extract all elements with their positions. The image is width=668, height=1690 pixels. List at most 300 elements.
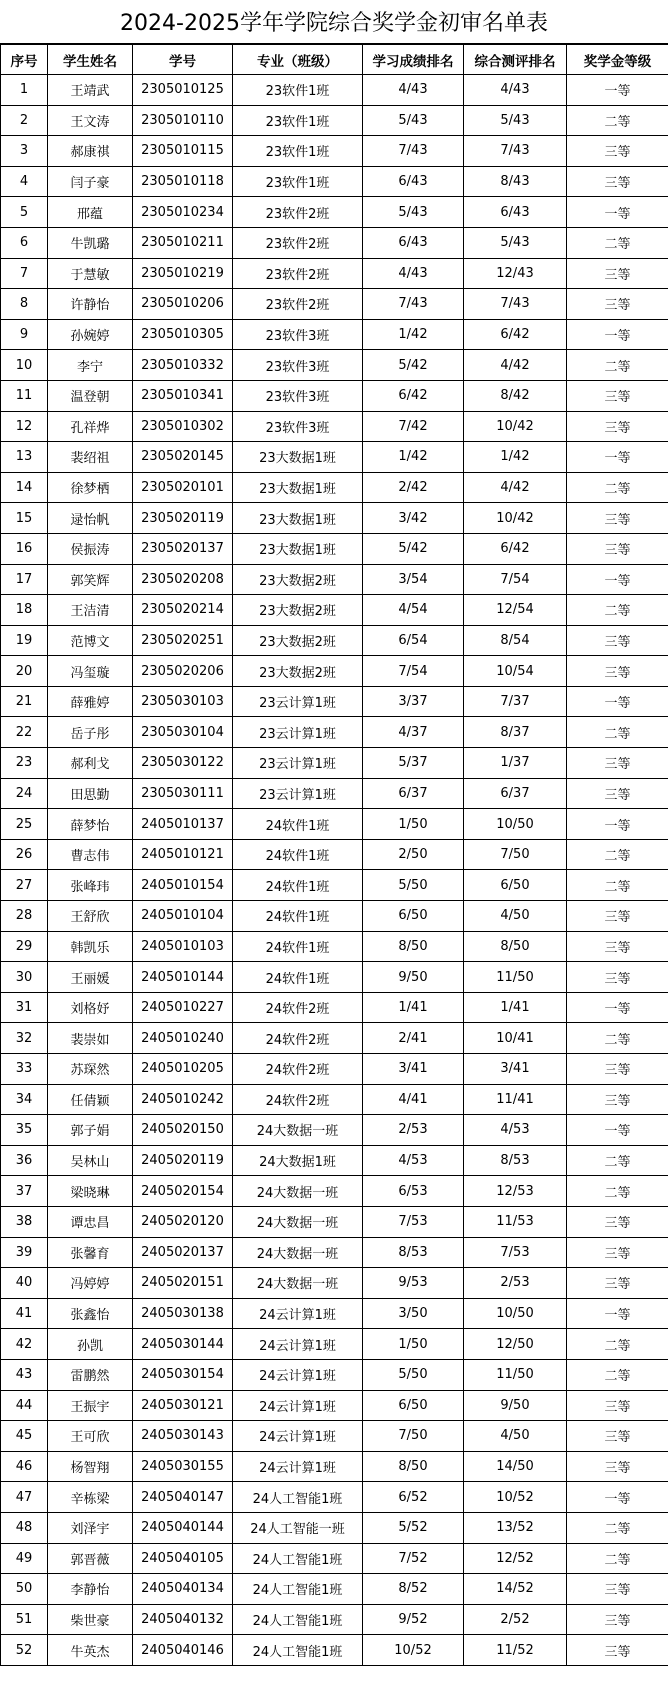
- cell-student-name: 曹志伟: [48, 839, 133, 870]
- table-row: [1, 503, 668, 534]
- cell-index: 43: [1, 1359, 48, 1390]
- cell-scholarship-level: 三等: [567, 901, 668, 932]
- cell-student-id: 2305010125: [133, 75, 233, 106]
- cell-index: 23: [1, 748, 48, 779]
- cell-student-name: 杨智翔: [48, 1451, 133, 1482]
- cell-scholarship-level: 二等: [567, 350, 668, 381]
- cell-evaluation-rank: 11/41: [464, 1084, 567, 1115]
- cell-student-name: 牛英杰: [48, 1635, 133, 1666]
- cell-student-id: 2305010219: [133, 258, 233, 289]
- cell-student-name: 徐梦栖: [48, 472, 133, 503]
- table-row: [1, 931, 668, 962]
- cell-scholarship-level: 一等: [567, 992, 668, 1023]
- cell-academic-rank: 6/37: [363, 778, 464, 809]
- cell-academic-rank: 6/52: [363, 1482, 464, 1513]
- cell-major-class: 24云计算1班: [233, 1298, 363, 1329]
- cell-index: 21: [1, 686, 48, 717]
- cell-major-class: 24人工智能1班: [233, 1574, 363, 1605]
- cell-major-class: 24软件2班: [233, 1084, 363, 1115]
- cell-scholarship-level: 三等: [567, 411, 668, 442]
- cell-student-id: 2305010206: [133, 289, 233, 320]
- cell-index: 31: [1, 992, 48, 1023]
- cell-index: 6: [1, 227, 48, 258]
- cell-scholarship-level: 三等: [567, 1084, 668, 1115]
- cell-scholarship-level: 二等: [567, 105, 668, 136]
- cell-student-name: 王洁清: [48, 595, 133, 626]
- header-scholarship-level: 奖学金等级: [567, 45, 668, 75]
- cell-index: 52: [1, 1635, 48, 1666]
- table-row: [1, 1543, 668, 1574]
- table-row: [1, 1206, 668, 1237]
- cell-student-id: 2405020120: [133, 1206, 233, 1237]
- cell-student-id: 2405020150: [133, 1115, 233, 1146]
- cell-academic-rank: 5/42: [363, 350, 464, 381]
- cell-student-id: 2405040144: [133, 1512, 233, 1543]
- cell-student-name: 张峰玮: [48, 870, 133, 901]
- cell-academic-rank: 10/52: [363, 1635, 464, 1666]
- table-row: [1, 1512, 668, 1543]
- cell-scholarship-level: 三等: [567, 1390, 668, 1421]
- cell-student-id: 2305010115: [133, 136, 233, 167]
- cell-student-id: 2305030122: [133, 748, 233, 779]
- cell-student-id: 2405010242: [133, 1084, 233, 1115]
- cell-evaluation-rank: 4/53: [464, 1115, 567, 1146]
- cell-major-class: 23大数据2班: [233, 625, 363, 656]
- cell-student-name: 刘格妤: [48, 992, 133, 1023]
- cell-major-class: 23云计算1班: [233, 686, 363, 717]
- table-row: [1, 319, 668, 350]
- cell-major-class: 24云计算1班: [233, 1329, 363, 1360]
- cell-student-id: 2305020214: [133, 595, 233, 626]
- cell-evaluation-rank: 5/43: [464, 105, 567, 136]
- cell-academic-rank: 6/54: [363, 625, 464, 656]
- cell-index: 14: [1, 472, 48, 503]
- cell-academic-rank: 7/43: [363, 289, 464, 320]
- cell-evaluation-rank: 14/50: [464, 1451, 567, 1482]
- cell-evaluation-rank: 1/41: [464, 992, 567, 1023]
- cell-evaluation-rank: 9/50: [464, 1390, 567, 1421]
- cell-index: 7: [1, 258, 48, 289]
- cell-index: 5: [1, 197, 48, 228]
- cell-major-class: 23软件1班: [233, 105, 363, 136]
- cell-major-class: 24软件2班: [233, 1023, 363, 1054]
- cell-student-name: 张馨育: [48, 1237, 133, 1268]
- cell-index: 38: [1, 1206, 48, 1237]
- cell-scholarship-level: 三等: [567, 289, 668, 320]
- table-row: [1, 1084, 668, 1115]
- cell-index: 32: [1, 1023, 48, 1054]
- table-row: [1, 166, 668, 197]
- cell-index: 16: [1, 533, 48, 564]
- cell-evaluation-rank: 10/41: [464, 1023, 567, 1054]
- cell-academic-rank: 2/50: [363, 839, 464, 870]
- cell-scholarship-level: 一等: [567, 686, 668, 717]
- cell-scholarship-level: 一等: [567, 809, 668, 840]
- cell-evaluation-rank: 12/52: [464, 1543, 567, 1574]
- cell-academic-rank: 5/37: [363, 748, 464, 779]
- cell-student-id: 2405010104: [133, 901, 233, 932]
- cell-student-id: 2305030111: [133, 778, 233, 809]
- cell-student-id: 2405010227: [133, 992, 233, 1023]
- cell-student-name: 柴世豪: [48, 1604, 133, 1635]
- table-row: [1, 595, 668, 626]
- cell-scholarship-level: 一等: [567, 1482, 668, 1513]
- cell-academic-rank: 9/53: [363, 1268, 464, 1299]
- cell-student-name: 邢蕴: [48, 197, 133, 228]
- cell-index: 27: [1, 870, 48, 901]
- cell-evaluation-rank: 10/50: [464, 809, 567, 840]
- cell-scholarship-level: 三等: [567, 1421, 668, 1452]
- cell-academic-rank: 1/42: [363, 319, 464, 350]
- table-row: [1, 809, 668, 840]
- cell-major-class: 23大数据1班: [233, 503, 363, 534]
- cell-student-id: 2305010341: [133, 380, 233, 411]
- table-row: [1, 533, 668, 564]
- cell-student-name: 王靖武: [48, 75, 133, 106]
- cell-index: 37: [1, 1176, 48, 1207]
- cell-index: 42: [1, 1329, 48, 1360]
- cell-evaluation-rank: 7/37: [464, 686, 567, 717]
- cell-index: 9: [1, 319, 48, 350]
- cell-major-class: 23大数据2班: [233, 595, 363, 626]
- table-row: [1, 289, 668, 320]
- table-row: [1, 1574, 668, 1605]
- cell-academic-rank: 5/52: [363, 1512, 464, 1543]
- cell-student-name: 任倩颖: [48, 1084, 133, 1115]
- cell-major-class: 24大数据一班: [233, 1268, 363, 1299]
- cell-evaluation-rank: 1/37: [464, 748, 567, 779]
- cell-scholarship-level: 三等: [567, 656, 668, 687]
- cell-major-class: 24云计算1班: [233, 1359, 363, 1390]
- cell-evaluation-rank: 11/50: [464, 1359, 567, 1390]
- cell-scholarship-level: 二等: [567, 839, 668, 870]
- cell-evaluation-rank: 7/54: [464, 564, 567, 595]
- header-student-id: 学号: [133, 45, 233, 75]
- cell-student-name: 李静怡: [48, 1574, 133, 1605]
- cell-evaluation-rank: 6/42: [464, 533, 567, 564]
- cell-student-name: 郭笑辉: [48, 564, 133, 595]
- cell-evaluation-rank: 8/50: [464, 931, 567, 962]
- cell-academic-rank: 5/42: [363, 533, 464, 564]
- cell-scholarship-level: 二等: [567, 595, 668, 626]
- header-major-class: 专业（班级）: [233, 45, 363, 75]
- cell-major-class: 24大数据一班: [233, 1237, 363, 1268]
- table-row: [1, 839, 668, 870]
- table-row: [1, 258, 668, 289]
- cell-major-class: 23软件3班: [233, 350, 363, 381]
- cell-evaluation-rank: 8/42: [464, 380, 567, 411]
- cell-evaluation-rank: 8/43: [464, 166, 567, 197]
- cell-evaluation-rank: 10/42: [464, 411, 567, 442]
- cell-student-name: 薛雅婷: [48, 686, 133, 717]
- cell-student-id: 2405020154: [133, 1176, 233, 1207]
- table-row: [1, 350, 668, 381]
- cell-scholarship-level: 三等: [567, 1451, 668, 1482]
- cell-evaluation-rank: 7/53: [464, 1237, 567, 1268]
- cell-academic-rank: 3/41: [363, 1054, 464, 1085]
- table-row: [1, 1390, 668, 1421]
- cell-evaluation-rank: 10/42: [464, 503, 567, 534]
- table-row: [1, 870, 668, 901]
- table-row: [1, 992, 668, 1023]
- cell-scholarship-level: 一等: [567, 1115, 668, 1146]
- cell-scholarship-level: 三等: [567, 748, 668, 779]
- cell-scholarship-level: 三等: [567, 1635, 668, 1666]
- table-row: [1, 1176, 668, 1207]
- cell-evaluation-rank: 8/53: [464, 1145, 567, 1176]
- cell-scholarship-level: 三等: [567, 778, 668, 809]
- cell-evaluation-rank: 5/43: [464, 227, 567, 258]
- cell-major-class: 24大数据一班: [233, 1176, 363, 1207]
- cell-index: 46: [1, 1451, 48, 1482]
- cell-student-name: 梁晓琳: [48, 1176, 133, 1207]
- cell-student-id: 2405010240: [133, 1023, 233, 1054]
- table-row: [1, 1023, 668, 1054]
- cell-evaluation-rank: 7/43: [464, 136, 567, 167]
- cell-student-name: 冯婷婷: [48, 1268, 133, 1299]
- cell-major-class: 23软件2班: [233, 258, 363, 289]
- table-row: [1, 1635, 668, 1666]
- cell-index: 48: [1, 1512, 48, 1543]
- cell-scholarship-level: 三等: [567, 533, 668, 564]
- cell-scholarship-level: 三等: [567, 136, 668, 167]
- cell-evaluation-rank: 11/53: [464, 1206, 567, 1237]
- table-row: [1, 748, 668, 779]
- cell-student-id: 2405030143: [133, 1421, 233, 1452]
- cell-student-id: 2405020137: [133, 1237, 233, 1268]
- cell-index: 47: [1, 1482, 48, 1513]
- cell-student-id: 2305010110: [133, 105, 233, 136]
- cell-evaluation-rank: 10/54: [464, 656, 567, 687]
- cell-evaluation-rank: 4/50: [464, 901, 567, 932]
- header-evaluation-rank: 综合测评排名: [464, 45, 567, 75]
- table-row: [1, 1451, 668, 1482]
- cell-student-name: 郭子娟: [48, 1115, 133, 1146]
- cell-academic-rank: 5/50: [363, 1359, 464, 1390]
- cell-academic-rank: 2/42: [363, 472, 464, 503]
- cell-student-name: 苏琛然: [48, 1054, 133, 1085]
- cell-student-id: 2305010305: [133, 319, 233, 350]
- cell-scholarship-level: 三等: [567, 503, 668, 534]
- cell-scholarship-level: 三等: [567, 380, 668, 411]
- cell-student-id: 2405010121: [133, 839, 233, 870]
- cell-index: 13: [1, 442, 48, 473]
- cell-index: 22: [1, 717, 48, 748]
- cell-evaluation-rank: 7/50: [464, 839, 567, 870]
- cell-student-name: 许静怡: [48, 289, 133, 320]
- cell-student-name: 谭忠昌: [48, 1206, 133, 1237]
- header-student-name: 学生姓名: [48, 45, 133, 75]
- cell-academic-rank: 6/43: [363, 166, 464, 197]
- table-row: [1, 227, 668, 258]
- cell-evaluation-rank: 6/42: [464, 319, 567, 350]
- cell-major-class: 23软件3班: [233, 380, 363, 411]
- cell-evaluation-rank: 8/54: [464, 625, 567, 656]
- table-row: [1, 1268, 668, 1299]
- cell-index: 11: [1, 380, 48, 411]
- table-row: [1, 564, 668, 595]
- cell-student-id: 2305020145: [133, 442, 233, 473]
- cell-major-class: 24软件1班: [233, 962, 363, 993]
- table-row: [1, 1298, 668, 1329]
- cell-student-id: 2405010103: [133, 931, 233, 962]
- cell-student-name: 牛凯璐: [48, 227, 133, 258]
- cell-scholarship-level: 一等: [567, 564, 668, 595]
- cell-major-class: 24云计算1班: [233, 1421, 363, 1452]
- cell-student-id: 2405040134: [133, 1574, 233, 1605]
- cell-student-id: 2305020251: [133, 625, 233, 656]
- table-row: [1, 778, 668, 809]
- cell-index: 41: [1, 1298, 48, 1329]
- cell-academic-rank: 7/53: [363, 1206, 464, 1237]
- table-row: [1, 105, 668, 136]
- cell-index: 10: [1, 350, 48, 381]
- cell-academic-rank: 1/50: [363, 1329, 464, 1360]
- cell-student-id: 2305020119: [133, 503, 233, 534]
- cell-academic-rank: 7/43: [363, 136, 464, 167]
- cell-student-id: 2405040105: [133, 1543, 233, 1574]
- cell-scholarship-level: 三等: [567, 1054, 668, 1085]
- cell-evaluation-rank: 12/53: [464, 1176, 567, 1207]
- cell-evaluation-rank: 6/37: [464, 778, 567, 809]
- cell-student-id: 2305010332: [133, 350, 233, 381]
- cell-academic-rank: 9/52: [363, 1604, 464, 1635]
- cell-major-class: 24软件2班: [233, 992, 363, 1023]
- cell-major-class: 24大数据1班: [233, 1145, 363, 1176]
- cell-student-id: 2405040147: [133, 1482, 233, 1513]
- cell-index: 33: [1, 1054, 48, 1085]
- cell-scholarship-level: 一等: [567, 319, 668, 350]
- table-row: [1, 136, 668, 167]
- table-row: [1, 1482, 668, 1513]
- table-row: [1, 717, 668, 748]
- cell-academic-rank: 3/42: [363, 503, 464, 534]
- cell-student-name: 冯玺璇: [48, 656, 133, 687]
- cell-student-id: 2305010234: [133, 197, 233, 228]
- cell-academic-rank: 4/41: [363, 1084, 464, 1115]
- cell-index: 26: [1, 839, 48, 870]
- cell-major-class: 24人工智能一班: [233, 1512, 363, 1543]
- cell-major-class: 23云计算1班: [233, 748, 363, 779]
- cell-scholarship-level: 三等: [567, 1206, 668, 1237]
- cell-scholarship-level: 二等: [567, 1023, 668, 1054]
- cell-scholarship-level: 二等: [567, 1176, 668, 1207]
- cell-academic-rank: 6/43: [363, 227, 464, 258]
- cell-major-class: 24云计算1班: [233, 1451, 363, 1482]
- cell-student-name: 田思勤: [48, 778, 133, 809]
- cell-evaluation-rank: 1/42: [464, 442, 567, 473]
- cell-scholarship-level: 三等: [567, 1237, 668, 1268]
- cell-student-name: 侯振涛: [48, 533, 133, 564]
- cell-scholarship-level: 二等: [567, 1145, 668, 1176]
- cell-major-class: 24软件1班: [233, 901, 363, 932]
- cell-student-name: 吴林山: [48, 1145, 133, 1176]
- cell-academic-rank: 2/41: [363, 1023, 464, 1054]
- table-row: [1, 1145, 668, 1176]
- cell-student-name: 孙凯: [48, 1329, 133, 1360]
- cell-major-class: 24软件1班: [233, 839, 363, 870]
- cell-index: 28: [1, 901, 48, 932]
- cell-major-class: 23大数据1班: [233, 472, 363, 503]
- cell-scholarship-level: 一等: [567, 1298, 668, 1329]
- cell-student-name: 薛梦怡: [48, 809, 133, 840]
- cell-academic-rank: 5/43: [363, 105, 464, 136]
- cell-student-name: 裴绍祖: [48, 442, 133, 473]
- cell-major-class: 23大数据1班: [233, 533, 363, 564]
- cell-academic-rank: 4/53: [363, 1145, 464, 1176]
- cell-index: 40: [1, 1268, 48, 1299]
- table-row: [1, 380, 668, 411]
- cell-major-class: 23云计算1班: [233, 717, 363, 748]
- cell-academic-rank: 1/50: [363, 809, 464, 840]
- cell-student-name: 王丽媛: [48, 962, 133, 993]
- cell-student-name: 王可欣: [48, 1421, 133, 1452]
- cell-academic-rank: 1/41: [363, 992, 464, 1023]
- cell-academic-rank: 1/42: [363, 442, 464, 473]
- cell-student-name: 辛栋梁: [48, 1482, 133, 1513]
- cell-student-id: 2305020208: [133, 564, 233, 595]
- cell-evaluation-rank: 8/37: [464, 717, 567, 748]
- cell-index: 45: [1, 1421, 48, 1452]
- cell-student-name: 张鑫怡: [48, 1298, 133, 1329]
- cell-student-name: 王振宇: [48, 1390, 133, 1421]
- cell-major-class: 24软件1班: [233, 870, 363, 901]
- header-index: 序号: [1, 45, 48, 75]
- cell-scholarship-level: 二等: [567, 227, 668, 258]
- cell-major-class: 24软件1班: [233, 931, 363, 962]
- table-row: [1, 1604, 668, 1635]
- cell-academic-rank: 8/50: [363, 1451, 464, 1482]
- cell-index: 17: [1, 564, 48, 595]
- cell-evaluation-rank: 12/54: [464, 595, 567, 626]
- cell-evaluation-rank: 12/50: [464, 1329, 567, 1360]
- cell-student-id: 2305010211: [133, 227, 233, 258]
- cell-student-name: 孔祥烨: [48, 411, 133, 442]
- cell-evaluation-rank: 4/50: [464, 1421, 567, 1452]
- cell-index: 36: [1, 1145, 48, 1176]
- cell-major-class: 24人工智能1班: [233, 1543, 363, 1574]
- cell-scholarship-level: 三等: [567, 962, 668, 993]
- cell-major-class: 23软件2班: [233, 227, 363, 258]
- cell-academic-rank: 7/52: [363, 1543, 464, 1574]
- cell-major-class: 23大数据1班: [233, 442, 363, 473]
- cell-academic-rank: 4/43: [363, 75, 464, 106]
- cell-academic-rank: 5/43: [363, 197, 464, 228]
- cell-student-id: 2405010154: [133, 870, 233, 901]
- cell-index: 8: [1, 289, 48, 320]
- cell-index: 51: [1, 1604, 48, 1635]
- cell-major-class: 24人工智能1班: [233, 1482, 363, 1513]
- cell-scholarship-level: 二等: [567, 1543, 668, 1574]
- cell-index: 44: [1, 1390, 48, 1421]
- cell-student-name: 雷鹏然: [48, 1359, 133, 1390]
- page-title: 2024-2025学年学院综合奖学金初审名单表: [0, 0, 668, 44]
- table-row: [1, 1237, 668, 1268]
- cell-student-id: 2405030121: [133, 1390, 233, 1421]
- cell-student-id: 2405020119: [133, 1145, 233, 1176]
- header-academic-rank: 学习成绩排名: [363, 45, 464, 75]
- cell-student-id: 2305030103: [133, 686, 233, 717]
- cell-student-id: 2405040146: [133, 1635, 233, 1666]
- cell-student-id: 2405030155: [133, 1451, 233, 1482]
- cell-evaluation-rank: 11/50: [464, 962, 567, 993]
- table-row: [1, 686, 668, 717]
- cell-student-name: 逯怡帆: [48, 503, 133, 534]
- cell-index: 30: [1, 962, 48, 993]
- cell-student-id: 2305020206: [133, 656, 233, 687]
- cell-academic-rank: 7/50: [363, 1421, 464, 1452]
- cell-major-class: 24云计算1班: [233, 1390, 363, 1421]
